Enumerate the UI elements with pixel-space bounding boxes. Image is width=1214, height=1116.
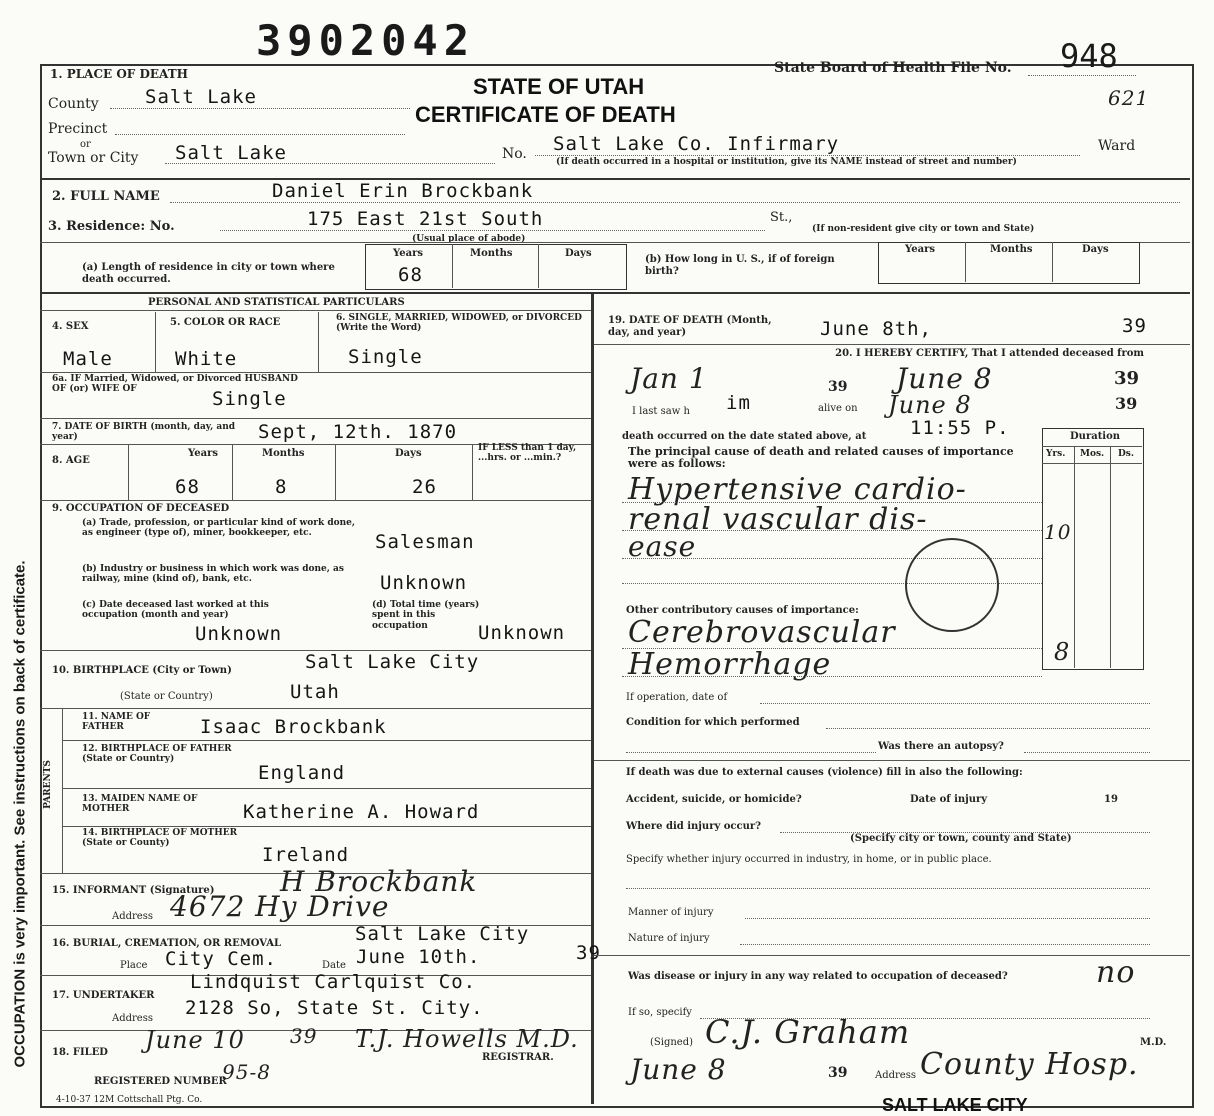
mother-birthplace-label: 14. BIRTHPLACE OF MOTHER (State or County) bbox=[82, 828, 238, 849]
injury-date-year-prefix: 19 bbox=[1104, 794, 1118, 805]
precinct-label: Precinct bbox=[48, 121, 108, 137]
undertaker-name: Lindquist Carlquist Co. bbox=[190, 971, 477, 993]
if-so-label: If so, specify bbox=[628, 1007, 692, 1018]
burial-place: City Cem. bbox=[165, 948, 277, 970]
non-resident-note: (If non-resident give city or town and State) bbox=[812, 224, 1035, 234]
cause-line-2: renal vascular dis- bbox=[628, 502, 928, 537]
alive-on-label: alive on bbox=[818, 403, 858, 414]
mother-birthplace-value: Ireland bbox=[262, 844, 350, 866]
ward-label: Ward bbox=[1098, 138, 1136, 154]
foreign-days-header: Days bbox=[1082, 244, 1109, 255]
informant-label: 15. INFORMANT (Signature) bbox=[52, 885, 215, 896]
file-sub-number: 621 bbox=[1108, 86, 1150, 110]
age-months-header: Months bbox=[262, 448, 305, 459]
attended-to-year: 39 bbox=[1114, 368, 1140, 389]
occupation-c-value: Unknown bbox=[195, 623, 283, 645]
institution-note: (If death occurred in a hospital or institution, give its NAME instead of street and number) bbox=[556, 157, 1017, 167]
accident-label: Accident, suicide, or homicide? bbox=[626, 794, 802, 805]
cause-duration-years: 10 bbox=[1044, 520, 1072, 544]
street-label: St., bbox=[770, 210, 793, 225]
town-label: Town or City bbox=[48, 150, 139, 166]
occupation-related-value: no bbox=[1096, 955, 1136, 990]
printer-line: 4-10-37 12M Cottschall Ptg. Co. bbox=[56, 1095, 203, 1105]
dob-label: 7. DATE OF BIRTH (month, day, and year) bbox=[52, 422, 236, 443]
full-name-label: 2. FULL NAME bbox=[52, 189, 160, 204]
attended-from-year: 39 bbox=[828, 379, 848, 395]
foreign-years-header: Years bbox=[905, 244, 936, 255]
signed-label: (Signed) bbox=[650, 1037, 694, 1048]
res-months-header: Months bbox=[470, 248, 513, 259]
physician-address: County Hosp. bbox=[920, 1047, 1139, 1082]
institution-no-label: No. bbox=[502, 146, 527, 162]
alive-on-year: 39 bbox=[1115, 394, 1138, 413]
last-saw-value: im bbox=[726, 392, 751, 414]
document-title: CERTIFICATE OF DEATH bbox=[415, 102, 676, 127]
informant-signature: H Brockbank bbox=[280, 865, 478, 898]
certificate-number: 3902042 bbox=[256, 16, 476, 65]
personal-heading: PERSONAL AND STATISTICAL PARTICULARS bbox=[148, 297, 405, 308]
occupation-d-label: (d) Total time (years) spent in this occupation bbox=[372, 600, 480, 631]
spouse-value: Single bbox=[212, 388, 287, 410]
undertaker-address: 2128 So, State St. City. bbox=[185, 997, 484, 1019]
undertaker-label: 17. UNDERTAKER bbox=[52, 990, 155, 1001]
contributory-label: Other contributory causes of importance: bbox=[626, 605, 859, 616]
sign-year: 39 bbox=[828, 1065, 848, 1081]
physician-signature: C.J. Graham bbox=[705, 1013, 911, 1051]
md-label: M.D. bbox=[1140, 1037, 1167, 1048]
file-number: 948 bbox=[1060, 37, 1118, 75]
injury-specify-label: Specify whether injury occurred in industry, in home, or in public place. bbox=[626, 854, 992, 865]
injury-where-note: (Specify city or town, county and State) bbox=[850, 833, 1072, 844]
date-of-death-year: 39 bbox=[1122, 315, 1147, 337]
registrar-signature: T.J. Howells M.D. bbox=[355, 1025, 579, 1053]
less-than-day-label: IF LESS than 1 day, ...hrs. or ...min.? bbox=[478, 443, 577, 464]
county-value: Salt Lake bbox=[145, 86, 257, 108]
occupation-heading: 9. OCCUPATION OF DECEASED bbox=[52, 503, 230, 514]
age-days-value: 26 bbox=[412, 476, 437, 498]
cause-line-1: Hypertensive cardio- bbox=[628, 472, 967, 507]
birthplace-city: Salt Lake City bbox=[305, 651, 480, 673]
place-section-label: 1. PLACE OF DEATH bbox=[50, 67, 188, 81]
manner-label: Manner of injury bbox=[628, 907, 714, 918]
foreign-months-header: Months bbox=[990, 244, 1033, 255]
burial-date-label: Date bbox=[322, 960, 346, 971]
sex-label: 4. SEX bbox=[52, 321, 89, 332]
external-causes-label: If death was due to external causes (violence) fill in also the following: bbox=[626, 767, 1023, 778]
dob-value: Sept, 12th. 1870 bbox=[258, 421, 458, 443]
circled-stamp bbox=[905, 538, 999, 632]
mother-label: 13. MAIDEN NAME OF MOTHER bbox=[82, 794, 198, 815]
sign-date: June 8 bbox=[630, 1053, 727, 1086]
injury-date-label: Date of injury bbox=[910, 794, 988, 805]
residence-value: 175 East 21st South bbox=[307, 208, 544, 230]
occupation-b-value: Unknown bbox=[380, 572, 468, 594]
city-stamp: SALT LAKE CITY bbox=[882, 1095, 1028, 1115]
foreign-birth-label: (b) How long in U. S., if of foreign birth? bbox=[645, 254, 835, 277]
cause-line-3: ease bbox=[628, 530, 697, 563]
father-label: 11. NAME OF FATHER bbox=[82, 712, 151, 733]
institution-value: Salt Lake Co. Infirmary bbox=[553, 133, 840, 155]
registrar-label: REGISTRAR. bbox=[482, 1052, 554, 1063]
full-name-value: Daniel Erin Brockbank bbox=[272, 180, 534, 202]
father-value: Isaac Brockbank bbox=[200, 716, 387, 738]
alive-on-value: June 8 bbox=[888, 391, 972, 419]
file-number-label: State Board of Health File No. bbox=[774, 60, 1012, 76]
attended-to: June 8 bbox=[896, 362, 993, 395]
burial-year: 39 bbox=[576, 942, 601, 964]
color-value: White bbox=[175, 348, 238, 370]
father-birthplace-value: England bbox=[258, 762, 346, 784]
spouse-label: 6a. IF Married, Widowed, or Divorced HUSBAND OF (or) WIFE OF bbox=[52, 374, 298, 395]
burial-date: June 10th. bbox=[356, 946, 481, 968]
sex-value: Male bbox=[63, 348, 113, 370]
occupation-b-label: (b) Industry or business in which work was done, as railway, mine (kind of), bank, etc. bbox=[82, 564, 344, 585]
marital-value: Single bbox=[348, 346, 423, 368]
occupation-d-value: Unknown bbox=[478, 622, 566, 644]
operation-label: If operation, date of bbox=[626, 692, 728, 703]
nature-label: Nature of injury bbox=[628, 933, 710, 944]
burial-label: 16. BURIAL, CREMATION, OR REMOVAL bbox=[52, 938, 282, 949]
birthplace-state-label: (State or Country) bbox=[120, 691, 213, 702]
county-label: County bbox=[48, 96, 99, 112]
informant-address: 4672 Hy Drive bbox=[170, 890, 390, 923]
autopsy-label: Was there an autopsy? bbox=[878, 741, 1004, 752]
res-years-value: 68 bbox=[398, 264, 423, 286]
injury-where-label: Where did injury occur? bbox=[626, 821, 762, 832]
contributory-duration-years: 8 bbox=[1054, 638, 1071, 666]
informant-address-label: Address bbox=[112, 911, 153, 922]
registered-number: 95-8 bbox=[222, 1060, 271, 1084]
length-residence-label: (a) Length of residence in city or town where death occurred. bbox=[82, 262, 335, 285]
occupation-c-label: (c) Date deceased last worked at this occupation (month and year) bbox=[82, 600, 269, 621]
duration-yrs-header: Yrs. bbox=[1046, 449, 1066, 459]
burial-city: Salt Lake City bbox=[355, 923, 530, 945]
parents-side-label: PARENTS bbox=[42, 760, 53, 809]
date-of-death-label: 19. DATE OF DEATH (Month, day, and year) bbox=[608, 315, 772, 338]
occupation-a-value: Salesman bbox=[375, 531, 475, 553]
color-label: 5. COLOR OR RACE bbox=[170, 317, 281, 328]
attended-from: Jan 1 bbox=[630, 362, 708, 395]
age-label: 8. AGE bbox=[52, 455, 90, 466]
town-value: Salt Lake bbox=[175, 142, 287, 164]
filed-label: 18. FILED bbox=[52, 1047, 108, 1058]
birthplace-state: Utah bbox=[290, 681, 340, 703]
time-of-death-value: 11:55 P. bbox=[910, 417, 1010, 439]
registered-number-label: REGISTERED NUMBER bbox=[94, 1076, 227, 1087]
duration-header: Duration bbox=[1070, 431, 1121, 442]
duration-ds-header: Ds. bbox=[1118, 449, 1135, 459]
filed-date: June 10 bbox=[145, 1026, 245, 1054]
certify-label: 20. I HEREBY CERTIFY, That I attended deceased from bbox=[835, 348, 1144, 359]
mother-value: Katherine A. Howard bbox=[243, 801, 480, 823]
father-birthplace-label: 12. BIRTHPLACE OF FATHER (State or Country) bbox=[82, 744, 232, 765]
marital-label: 6. SINGLE, MARRIED, WIDOWED, or DIVORCED (Write the Word) bbox=[336, 313, 582, 333]
undertaker-address-label: Address bbox=[112, 1013, 153, 1024]
contributory-line-2: Hemorrhage bbox=[628, 647, 832, 682]
occupation-a-label: (a) Trade, profession, or particular kind of work done, as engineer (type of), miner, bookkeeper, etc. bbox=[82, 518, 356, 539]
usual-abode-note: (Usual place of abode) bbox=[412, 234, 526, 244]
age-days-header: Days bbox=[395, 448, 422, 459]
age-years-header: Years bbox=[188, 448, 219, 459]
filed-year: 39 bbox=[290, 1024, 318, 1048]
condition-label: Condition for which performed bbox=[626, 717, 800, 728]
res-days-header: Days bbox=[565, 248, 592, 259]
res-years-header: Years bbox=[393, 248, 424, 259]
residence-label: 3. Residence: No. bbox=[48, 219, 175, 234]
birthplace-label: 10. BIRTHPLACE (City or Town) bbox=[52, 665, 232, 676]
occupation-related-label: Was disease or injury in any way related to occupation of deceased? bbox=[628, 971, 1008, 982]
duration-mos-header: Mos. bbox=[1080, 449, 1105, 459]
burial-place-label: Place bbox=[120, 960, 148, 971]
date-of-death-value: June 8th, bbox=[820, 318, 932, 340]
margin-side-text: OCCUPATION is very important. See instructions on back of certificate. bbox=[11, 560, 29, 1068]
time-of-death-label: death occurred on the date stated above, at bbox=[622, 431, 867, 442]
or-label: or bbox=[80, 139, 91, 150]
physician-address-label: Address bbox=[875, 1070, 916, 1081]
last-saw-label: I last saw h bbox=[632, 406, 690, 417]
age-months-value: 8 bbox=[275, 476, 288, 498]
contributory-line-1: Cerebrovascular bbox=[628, 615, 896, 650]
cause-label: The principal cause of death and related causes of importance were as follows: bbox=[628, 445, 1014, 471]
state-title: STATE OF UTAH bbox=[473, 74, 645, 99]
age-years-value: 68 bbox=[175, 476, 200, 498]
